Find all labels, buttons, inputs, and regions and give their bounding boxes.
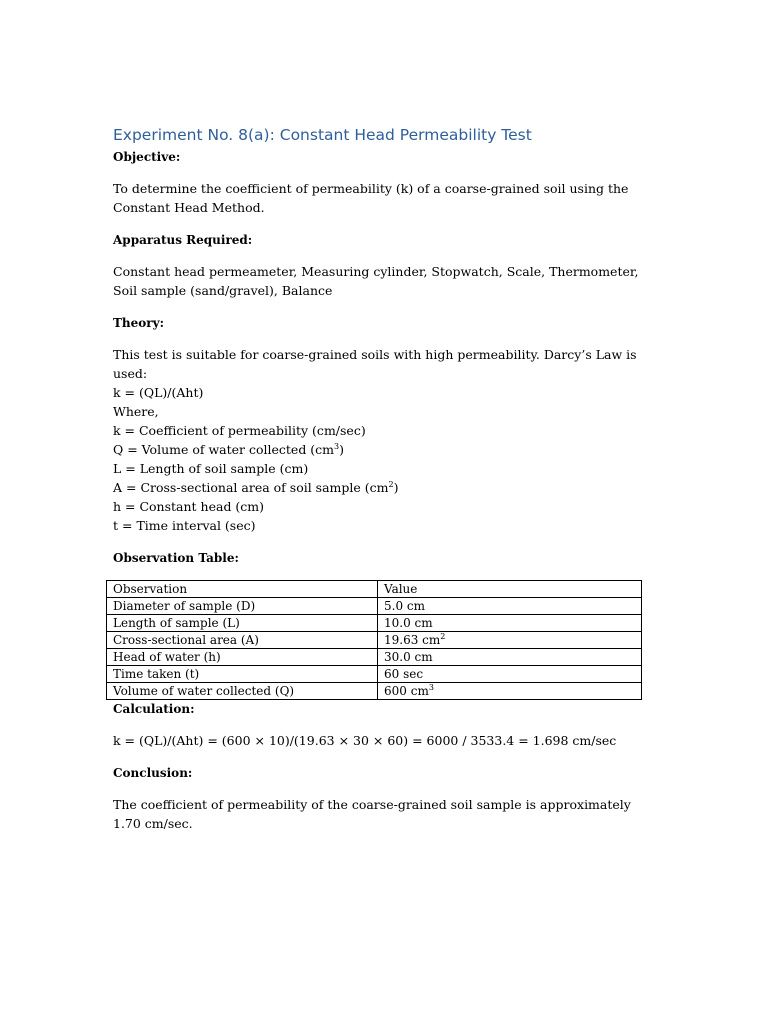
table-cell: 600 $cm^3$ [378,683,642,700]
theory-formula: k = (QL)/(Aht) [113,385,204,400]
table-row [107,666,642,683]
table-cell: Length of sample (L) [107,615,378,632]
document-body [113,124,653,833]
definition-line: L = Length of soil sample (cm) [113,461,309,476]
table-cell: Time taken (t) [107,666,378,683]
conclusion-heading: Conclusion: [113,766,193,780]
definition-line: h = Constant head (cm) [113,499,265,514]
table-header-cell: Observation [107,581,378,598]
theory-intro: This test is suitable for coarse-grained soils with high permeability. Darcy’s Law is used: [113,347,637,381]
table-row [107,615,642,632]
conclusion-text: The coefficient of permeability of the coarse-grained soil sample is approximately 1.70 cm/sec. [113,797,631,831]
theory-heading: Theory: [113,316,165,330]
definition-line: k = Coefficient of permeability (cm/sec) [113,423,366,438]
observation-heading: Observation Table: [113,551,239,565]
apparatus-heading: Apparatus Required: [113,233,253,247]
page-title: Experiment No. 8(a): Constant Head Permeability Test [113,126,532,144]
table-header-row [107,581,642,598]
calculation-text: k = (QL)/(Aht) = (600 × 10)/(19.63 × 30 × 60) = 6000 / 3533.4 = 1.698 cm/sec [113,733,617,748]
table-cell: Head of water (h) [107,649,378,666]
calculation-heading: Calculation: [113,702,195,716]
observation-table [106,580,642,700]
table-cell: Volume of water collected (Q) [107,683,378,700]
apparatus-text: Constant head permeameter, Measuring cylinder, Stopwatch, Scale, Thermometer, Soil sample (sand/gravel), Balance [113,264,639,298]
table-cell: 30.0 cm [378,649,642,666]
table-row [107,598,642,615]
table-row [107,632,642,649]
table-cell: 60 sec [378,666,642,683]
table-cell: 19.63 $cm^2$ [378,632,642,649]
table-cell: Diameter of sample (D) [107,598,378,615]
table-row [107,649,642,666]
objective-heading: Objective: [113,150,181,164]
table-cell: 5.0 cm [378,598,642,615]
definition-line: A = Cross-sectional area of soil sample $(cm^2)$ [113,479,399,495]
table-cell: 10.0 cm [378,615,642,632]
definition-line: t = Time interval (sec) [113,518,256,533]
table-row [107,683,642,700]
objective-text: To determine the coefficient of permeability (k) of a coarse-grained soil using the Constant Head Method. [113,181,629,215]
theory-where: Where, [113,404,159,419]
table-cell: Cross-sectional area (A) [107,632,378,649]
table-header-cell: Value [378,581,642,598]
definition-line: Q = Volume of water collected $(cm^3)$ [113,441,345,457]
